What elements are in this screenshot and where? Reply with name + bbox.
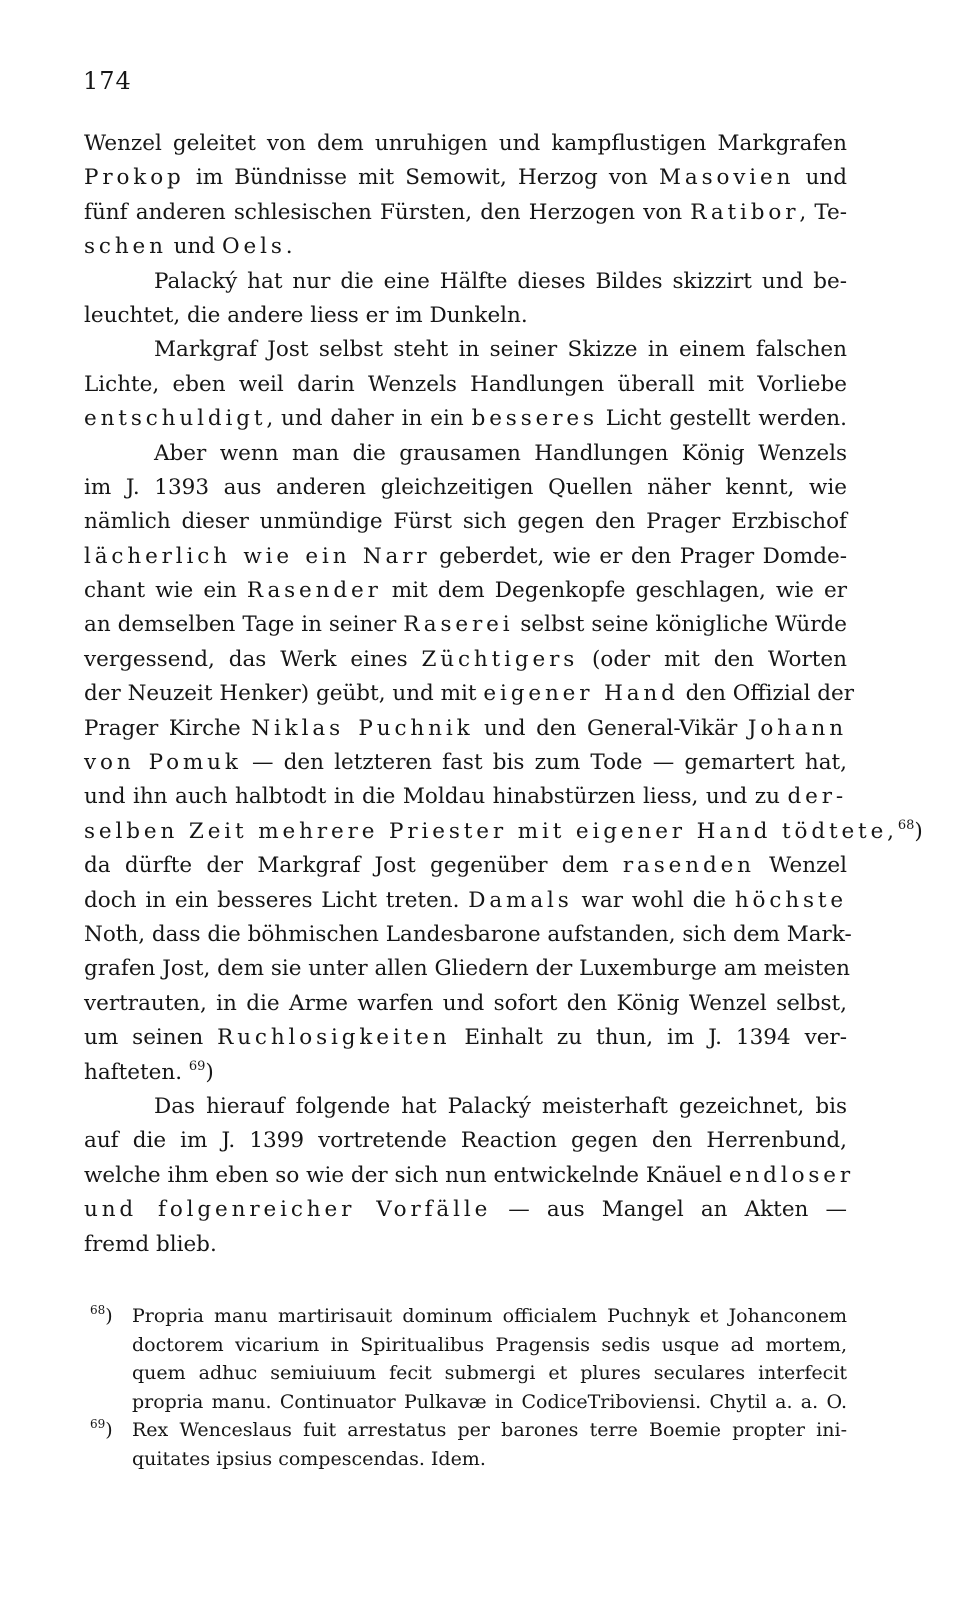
spaced-emphasis: höchste (734, 887, 847, 913)
footnote-text: Propria manu martirisauit dominum officialem Puchnyk et Johanconem (132, 1305, 847, 1327)
footnote-68-line: quem adhuc semiuiuum fecit submergi et plures seculares interfecit (132, 1362, 847, 1384)
text-line (84, 1021, 847, 1055)
text-run: welche ihm eben so wie der sich nun entwickelnde Knäuel (84, 1162, 729, 1188)
text-run: chant wie ein (84, 578, 247, 604)
spaced-emphasis: Niklas Puchnik (251, 715, 474, 741)
spaced-emphasis: rasenden (622, 853, 755, 879)
text-line (84, 884, 847, 918)
text-line: vertrauten, in die Arme warfen und sofort den König Wenzel selbst, (84, 990, 847, 1016)
spaced-emphasis: selben Zeit mehrere Priester mit eigener Hand tödtete, (84, 818, 898, 844)
text-run: mit dem Degenkopfe geschlagen, wie er (381, 578, 847, 604)
footnotes (84, 1302, 847, 1473)
text-run: Licht gestellt werden. (597, 406, 847, 432)
text-run: geberdet, wie er den Prager Domde- (430, 543, 847, 569)
text-line (84, 161, 847, 195)
footnote-marker-68 (90, 1302, 113, 1331)
text-run: hafteten. (84, 1059, 189, 1085)
text-run: und (166, 234, 222, 260)
text-run: der Neuzeit Henker) geübt, und mit (84, 681, 484, 707)
text-line (84, 608, 847, 642)
text-line: Markgraf Jost selbst steht in seiner Skizze in einem falschen (154, 337, 847, 363)
spaced-emphasis: Ruchlosigkeiten (217, 1025, 451, 1051)
text-run: , Te- (799, 199, 847, 225)
spaced-emphasis: von Pomuk (84, 750, 242, 776)
footnote-reference-69: 69 (188, 1058, 206, 1074)
text-line: Das hierauf folgende hat Palacký meisterhaft gezeichnet, bis (154, 1093, 847, 1119)
spaced-emphasis: Ratibor (690, 199, 800, 225)
text-run: im Bündnisse mit Semowit, Herzog von (184, 165, 659, 191)
text-run: Prager Kirche (84, 715, 252, 741)
spaced-emphasis: endloser (728, 1162, 855, 1188)
spaced-emphasis: der- (787, 784, 847, 810)
text-run: — aus Mangel an Akten — (491, 1197, 847, 1223)
text-run: — den letzteren fast bis zum Tode — gemartert hat, (241, 750, 847, 776)
text-line (84, 746, 847, 780)
text-line (84, 849, 847, 883)
text-run: vergessend, das Werk eines (84, 646, 422, 672)
text-run: da dürfte der Markgraf Jost gegenüber dem (84, 853, 623, 879)
text-line (84, 1159, 855, 1193)
text-line: Lichte, eben weil darin Wenzels Handlungen überall mit Vorliebe (84, 371, 847, 397)
footnote-69-line (84, 1416, 847, 1445)
text-line: im J. 1393 aus anderen gleichzeitigen Quellen näher kennt, wie (84, 474, 847, 500)
main-text (84, 127, 923, 1262)
spaced-emphasis: eigener Hand (483, 681, 679, 707)
text-run: und den General-Vikär (473, 715, 748, 741)
text-run: selbst seine königliche Würde (513, 612, 848, 638)
spaced-emphasis: Johann (747, 715, 847, 741)
spaced-emphasis: Prokop (84, 165, 185, 191)
text-line (84, 230, 847, 264)
text-run: doch in ein besseres Licht treten. (84, 887, 469, 913)
text-line: nämlich dieser unmündige Fürst sich gegen den Prager Erzbischof (84, 509, 847, 535)
text-line (84, 712, 847, 746)
text-line: Palacký hat nur die eine Hälfte dieses Bildes skizzirt und be- (154, 268, 847, 294)
spaced-emphasis: besseres (471, 406, 598, 432)
text-run: , und daher in ein (266, 406, 472, 432)
footnote-68-line (84, 1302, 847, 1331)
text-line: Wenzel geleitet von dem unruhigen und kampflustigen Markgrafen (84, 131, 847, 156)
footnote-68-line: doctorem vicarium in Spiritualibus Pragensis sedis usque ad mortem, (132, 1333, 847, 1356)
text-run: den Offizial der (678, 681, 855, 707)
text-run: . (285, 234, 293, 260)
text-line (84, 196, 847, 230)
text-run: ) (914, 818, 923, 844)
spaced-emphasis: entschuldigt (84, 406, 267, 432)
footnote-reference-68: 68 (897, 817, 915, 833)
footnote-number: 69 (90, 1417, 106, 1431)
text-line: leuchtet, die andere liess er im Dunkeln. (84, 302, 528, 328)
spaced-emphasis: Oels (221, 234, 286, 260)
text-run: (oder mit den Worten (578, 646, 847, 672)
footnote-paren: ) (105, 1305, 113, 1327)
text-run: an demselben Tage in seiner (84, 612, 404, 638)
spaced-emphasis: Masovien (659, 165, 795, 191)
text-run: und (794, 165, 847, 191)
spaced-emphasis: Rasender (246, 578, 382, 604)
spaced-emphasis: schen (84, 234, 167, 260)
spaced-emphasis: Damals (468, 887, 573, 913)
spaced-emphasis: Raserei (403, 612, 514, 638)
text-line (84, 540, 847, 574)
text-line (84, 1193, 847, 1227)
text-line (84, 643, 847, 677)
text-line (84, 815, 923, 849)
footnote-paren: ) (105, 1419, 113, 1441)
text-run: Wenzel (754, 853, 847, 879)
text-run: und ihn auch halbtodt in die Moldau hinabstürzen liess, und zu (84, 784, 788, 810)
text-line (84, 1056, 847, 1090)
text-run: ) (205, 1059, 214, 1085)
spaced-emphasis: und folgenreicher Vorfälle (84, 1197, 492, 1223)
text-run: um seinen (84, 1025, 218, 1051)
text-line: Aber wenn man die grausamen Handlungen König Wenzels (154, 440, 847, 466)
text-line (84, 677, 855, 711)
footnote-text: Rex Wenceslaus fuit arrestatus per barones terre Boemie propter ini- (132, 1419, 847, 1441)
footnote-marker-69 (90, 1416, 113, 1445)
footnote-68-line: propria manu. Continuator Pulkavæ in CodiceTriboviensi. Chytil a. a. O. (132, 1390, 847, 1413)
text-run: fünf anderen schlesischen Fürsten, den Herzogen von (84, 199, 691, 225)
text-run: Einhalt zu thun, im J. 1394 ver- (450, 1025, 847, 1051)
footnote-69-line: quitates ipsius compescendas. Idem. (132, 1447, 486, 1470)
text-line (84, 574, 847, 608)
text-line: Noth, dass die böhmischen Landesbarone aufstanden, sich dem Mark- (84, 921, 852, 947)
page-number: 174 (83, 67, 132, 95)
footnote-number: 68 (90, 1303, 106, 1317)
text-line: fremd blieb. (84, 1231, 217, 1257)
text-line: grafen Jost, dem sie unter allen Gliedern der Luxemburge am meisten (84, 956, 850, 982)
text-line: auf die im J. 1399 vortretende Reaction gegen den Herrenbund, (84, 1128, 847, 1154)
spaced-emphasis: Züchtigers (421, 646, 579, 672)
text-run: war wohl die (572, 887, 735, 913)
text-line (84, 780, 847, 814)
text-line (84, 402, 847, 436)
spaced-emphasis: lächerlich wie ein Narr (84, 543, 431, 569)
